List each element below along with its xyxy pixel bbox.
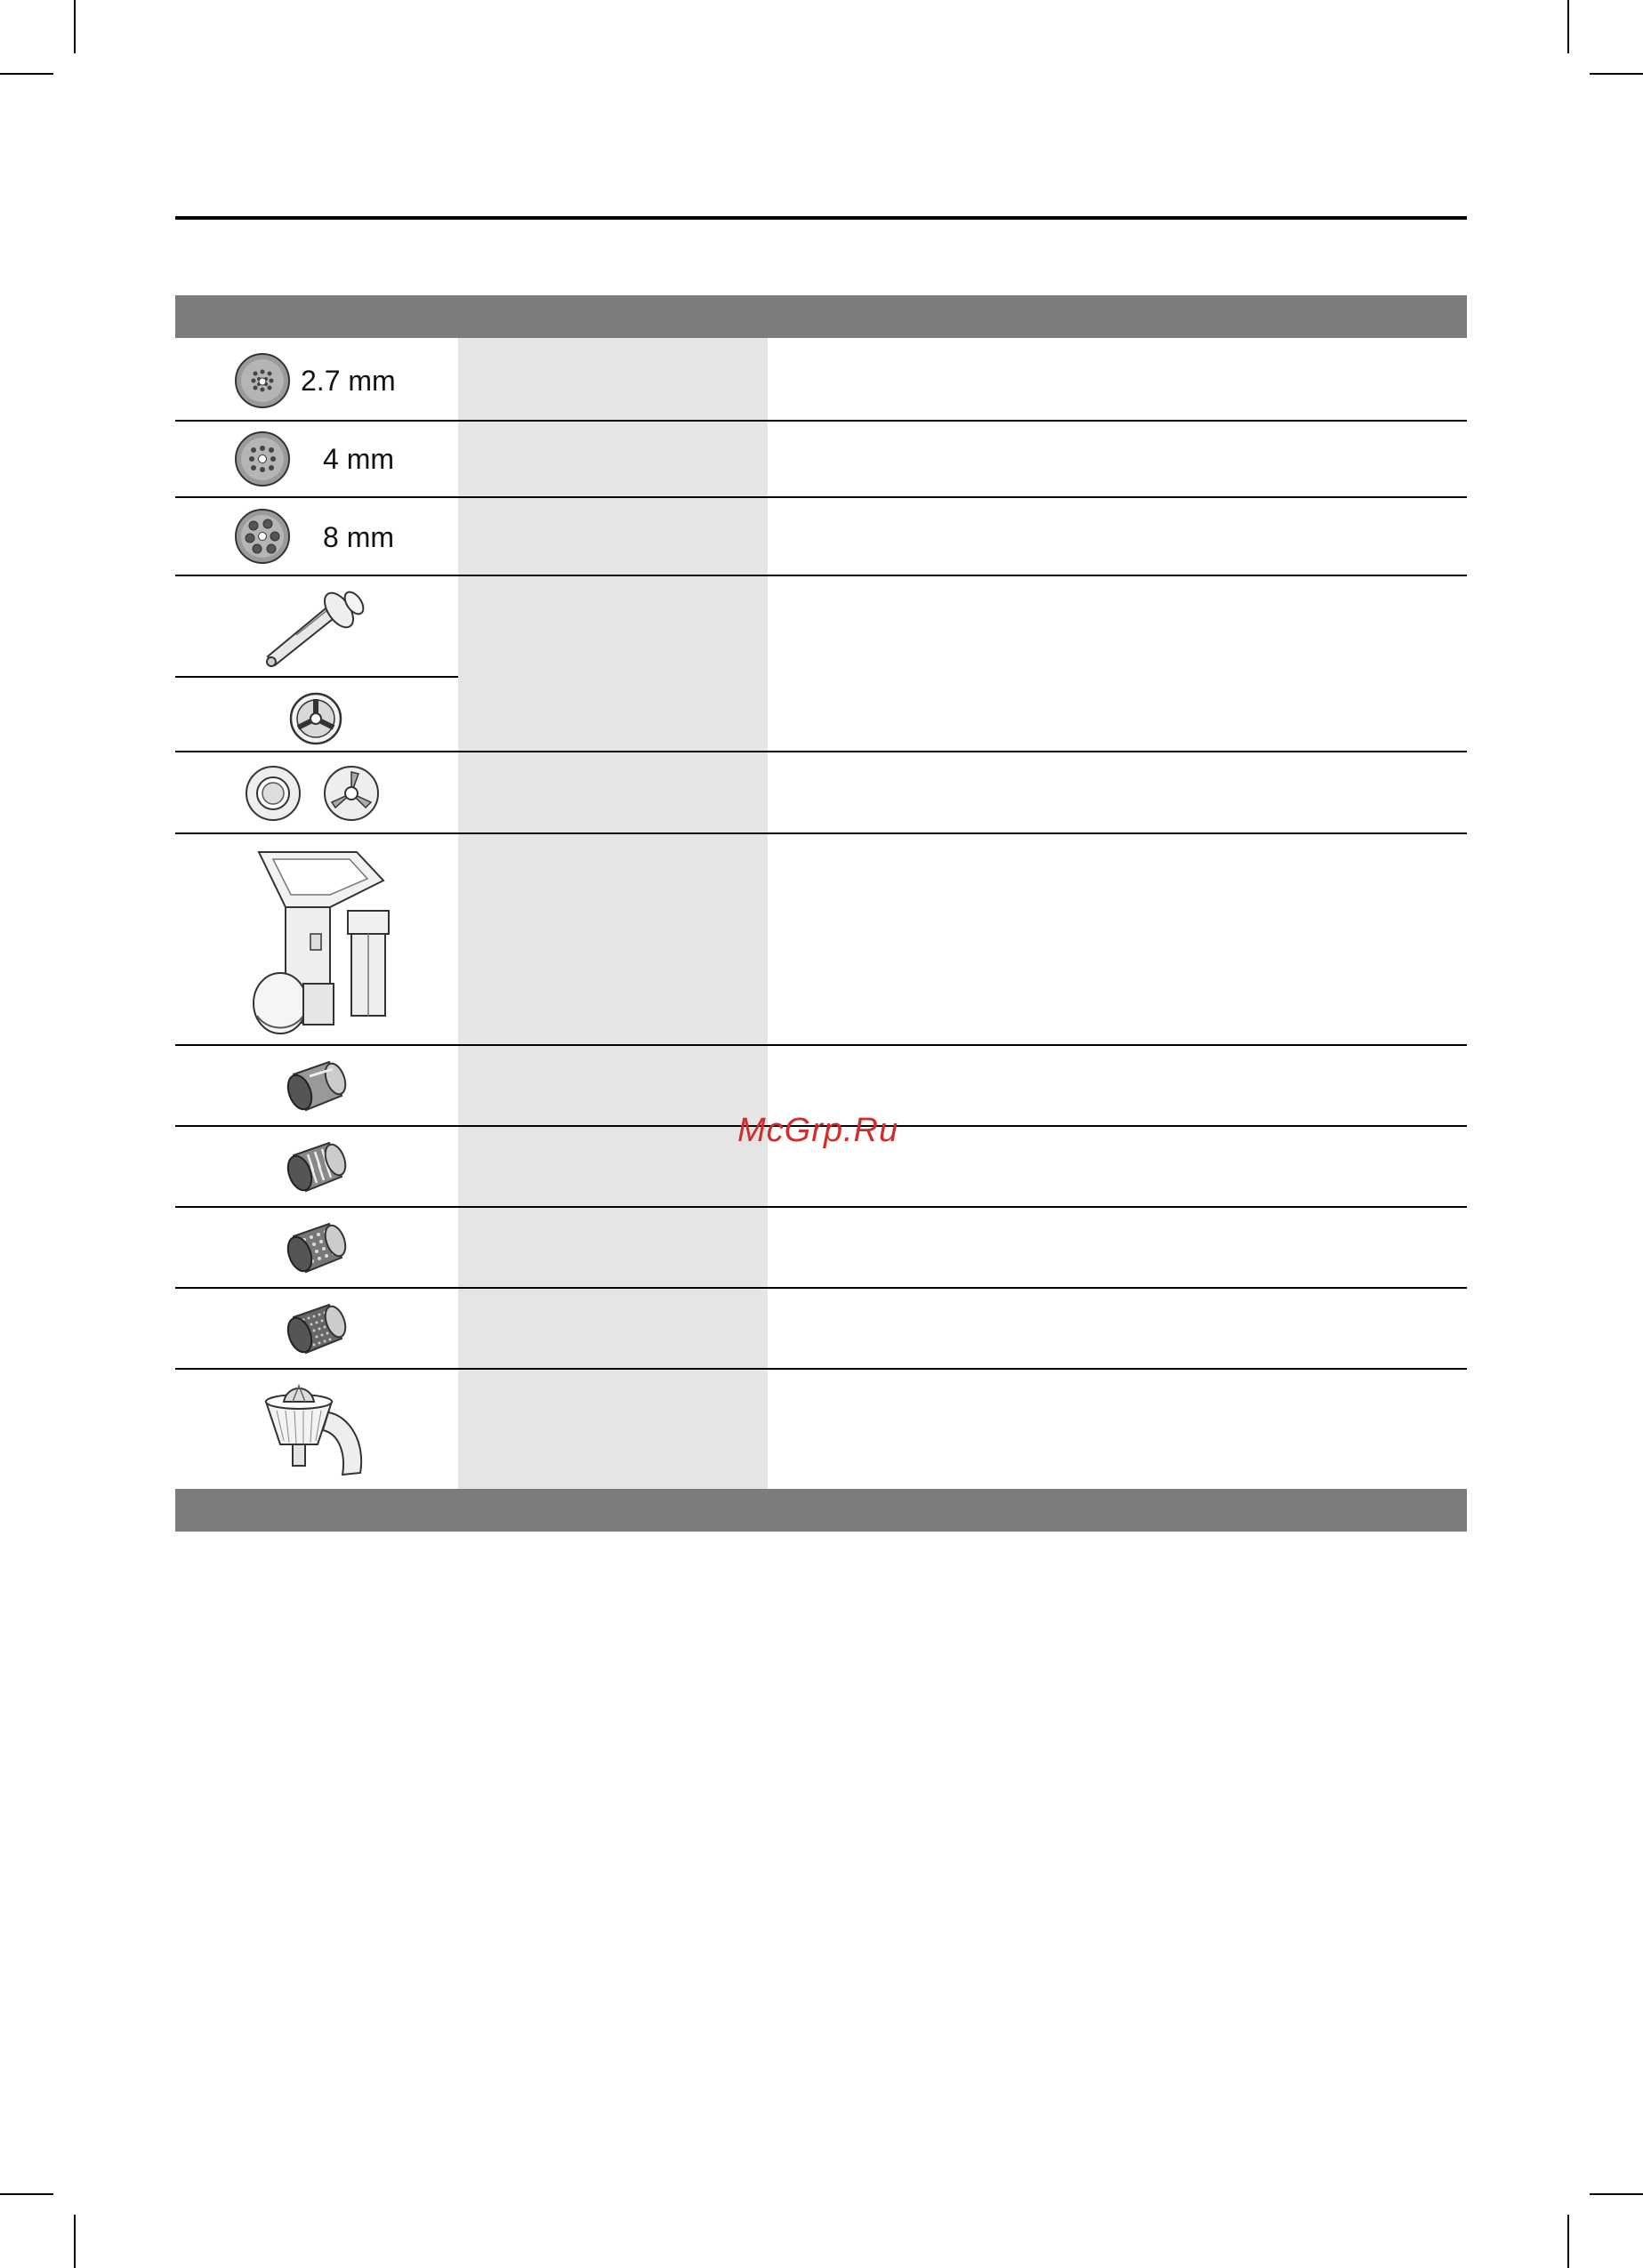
- disc-size-label: 8 mm: [323, 521, 394, 553]
- image-cell: [175, 834, 458, 1044]
- perforated-disc-fine-icon: [234, 352, 291, 409]
- description-cell: [768, 1208, 1467, 1287]
- description-cell: [768, 576, 1467, 751]
- description-cell: [768, 422, 1467, 496]
- perforated-disc-coarse-icon: [234, 508, 291, 565]
- coarse-shredding-drum-icon: [283, 1138, 350, 1198]
- image-cell: [175, 576, 458, 751]
- slicing-drum-icon: [283, 1057, 350, 1117]
- table-row: [175, 1370, 1467, 1489]
- shaded-cell: [458, 576, 768, 751]
- header-rule: [175, 216, 1467, 220]
- shaded-cell: [458, 1046, 768, 1125]
- watermark: McGrp.Ru: [737, 1112, 899, 1149]
- disc-size-label: 4 mm: [323, 443, 394, 475]
- image-cell: [175, 1289, 458, 1368]
- image-cell: [175, 1370, 458, 1489]
- crop-mark: [1590, 73, 1643, 75]
- crop-mark: [0, 2193, 53, 2195]
- description-cell: [768, 1289, 1467, 1368]
- grating-drum-icon: [283, 1299, 350, 1360]
- shaded-cell: [458, 834, 768, 1044]
- table-row: [175, 338, 1467, 422]
- grinder-ring-and-blade-icon: [243, 761, 387, 825]
- description-cell: [768, 834, 1467, 1044]
- description-cell: [768, 1370, 1467, 1489]
- cross-blade-icon: [287, 690, 344, 747]
- image-cell: [175, 1046, 458, 1125]
- table-row: [175, 1289, 1467, 1370]
- image-cell: [175, 498, 458, 575]
- sausage-filler-nozzle-icon: [261, 585, 376, 671]
- shaded-cell: [458, 422, 768, 496]
- image-cell: [175, 422, 458, 496]
- description-cell: [768, 498, 1467, 575]
- citrus-juicer-icon: [261, 1380, 373, 1482]
- crop-mark: [74, 2215, 76, 2268]
- table-row: [175, 576, 1467, 752]
- crop-mark: [1590, 2193, 1643, 2195]
- table-row: [175, 422, 1467, 498]
- shaded-cell: [458, 498, 768, 575]
- table-row: [175, 752, 1467, 834]
- shaded-cell: [458, 752, 768, 832]
- description-cell: [768, 752, 1467, 832]
- grater-housing-and-pusher-icon: [232, 841, 410, 1042]
- image-cell: [175, 338, 458, 420]
- crop-mark: [1567, 2215, 1569, 2268]
- accessory-table: [175, 295, 1467, 1532]
- shaded-cell: [458, 1370, 768, 1489]
- shaded-cell: [458, 1289, 768, 1368]
- image-cell: [175, 1208, 458, 1287]
- disc-size-label: 2.7 mm: [301, 365, 396, 397]
- fine-shredding-drum-icon: [283, 1218, 350, 1279]
- shaded-cell: [458, 338, 768, 420]
- image-cell: [175, 752, 458, 832]
- table-row: [175, 834, 1467, 1046]
- perforated-disc-medium-icon: [234, 430, 291, 487]
- crop-mark: [0, 73, 53, 75]
- shaded-cell: [458, 1208, 768, 1287]
- table-row: [175, 1208, 1467, 1289]
- table-row: [175, 498, 1467, 576]
- image-cell: [175, 1127, 458, 1206]
- shaded-cell: [458, 1127, 768, 1206]
- description-cell: [768, 338, 1467, 420]
- table-header-band: [175, 295, 1467, 338]
- crop-mark: [1567, 0, 1569, 53]
- crop-mark: [74, 0, 76, 53]
- table-footer-band: [175, 1489, 1467, 1532]
